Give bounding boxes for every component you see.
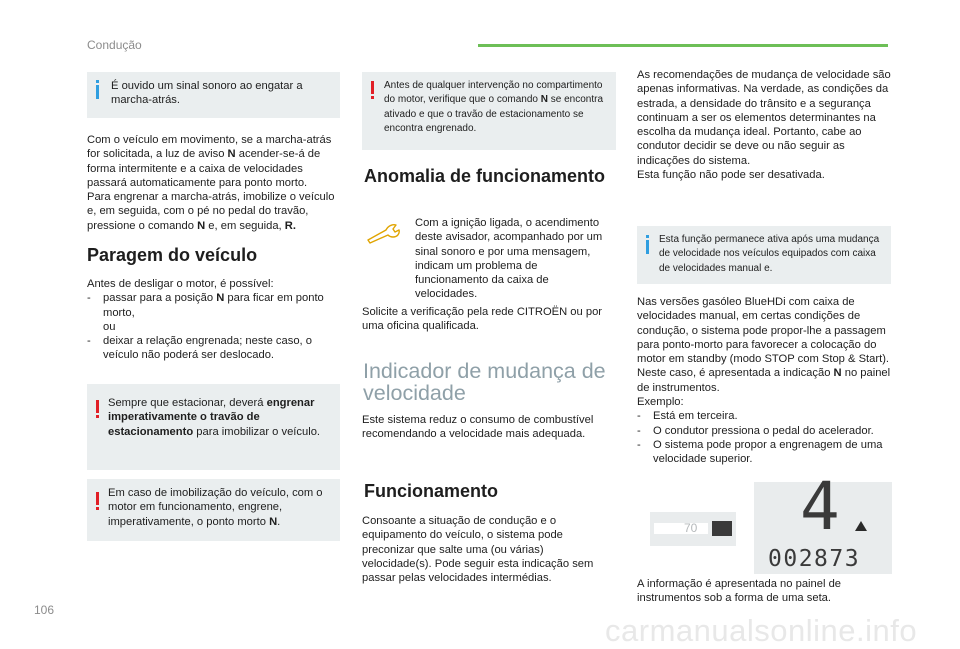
heading-parking: Paragem do veículo	[87, 245, 258, 265]
example-item-2: - O condutor pressiona o pedal do acelerador.	[637, 424, 874, 437]
bluehdi-text	[637, 295, 893, 395]
header-accent-bar	[478, 44, 888, 47]
warn-text: Antes de qualquer intervenção no compartimento do motor, verifique que o comando	[384, 80, 603, 106]
wrench-warning-icon	[366, 222, 410, 244]
display-caption: A informação é apresentada no painel de instrumentos sob a forma de uma seta.	[637, 578, 842, 605]
speed-bar	[654, 523, 708, 534]
para-bold: R.	[284, 219, 296, 232]
para-text: Esta função não pode ser desativada.	[637, 169, 825, 182]
speed-block	[712, 521, 732, 536]
warn-bold: N	[540, 94, 548, 106]
heading-malfunction: Anomalia de funcionamento	[364, 166, 606, 186]
parking-item-2: - deixar a relação engrenada; neste caso, o veículo não poderá ser deslocado.	[87, 335, 312, 362]
item-text: passar para a posição	[103, 292, 217, 305]
para-text: Nas versões gasóleo BlueHDi com caixa de velocidades manual, em certas condições de condução, o sistema pode propor-lhe a passagem para ponto-morto para favorecer a colocação do motor em standby (modo STOP com Stop & Start). Neste caso, é apresentada a indicação	[637, 296, 890, 380]
example-item-1: - Está em terceira.	[637, 410, 738, 423]
item-bold: N	[216, 292, 225, 305]
section-title: Condução	[87, 38, 142, 52]
para-text: acender-se-á de forma intermitente e a caixa de velocidades passará automaticamente para ponto morto.	[87, 148, 321, 189]
reverse-gear-paragraph	[87, 133, 343, 233]
gear-digit: 4	[800, 468, 840, 545]
speed-readout: 70	[684, 521, 698, 535]
para-bold: N	[227, 148, 236, 161]
warn-text: para imobilizar o veículo.	[193, 425, 321, 438]
heading-gear-indicator: Indicador de mudança de velocidade	[363, 359, 606, 405]
page-number: 106	[34, 603, 55, 617]
speed-panel	[650, 512, 736, 546]
para-bold: N	[833, 367, 842, 380]
warning-box-parking	[87, 384, 340, 470]
warning-box-engine	[362, 72, 616, 150]
info-note-box	[87, 72, 340, 118]
warn-text: se encontra ativado e que o travão de estacionamento se encontra engrenado.	[384, 94, 604, 135]
warn-bold: N	[269, 515, 278, 528]
info-note-box-manual	[637, 226, 891, 284]
warning-text	[108, 486, 334, 529]
para-text: no painel de instrumentos.	[637, 367, 891, 394]
instrument-display	[650, 468, 892, 574]
heading-operation: Funcionamento	[364, 481, 498, 501]
operation-text: Consoante a situação de condução e o equipamento do veículo, o sistema pode preconizar que salte uma (ou várias) velocidade(s). Pode seguir esta indicação sem passar pelas velocidades intermédias.	[362, 515, 594, 585]
warning-box-neutral	[87, 479, 340, 541]
parking-or: ou	[103, 320, 116, 333]
item-text: Está em terceira.	[653, 410, 738, 423]
warn-text: Em caso de imobilização do veículo, com o motor em funcionamento, engrene, imperativamente, o ponto morto	[108, 487, 323, 528]
example-label: Exemplo:	[637, 396, 684, 409]
gear-panel	[754, 468, 892, 574]
recommendations-paragraph	[637, 68, 893, 182]
info-note-text: Esta função permanece ativa após uma mudança de velocidade nos veículos equipados com caixa de velocidades manual e.	[659, 234, 880, 274]
warning-text	[384, 79, 610, 137]
para-text: Com o veículo em movimento, se a marcha-atrás for solicitada, a luz de aviso	[87, 134, 332, 161]
bluehdi-paragraph	[637, 295, 893, 467]
para-text: As recomendações de mudança de velocidade são apenas informativas. Na verdade, as condições da estrada, a densidade do trânsito e a segurança continuam a ser os elementos determinantes na escolha da mudança ideal. Portanto, cabe ao condutor decidir se deve ou não seguir as indicações do sistema.	[637, 69, 891, 167]
parking-list	[87, 277, 343, 363]
up-arrow-icon	[855, 521, 867, 531]
parking-item-1: - passar para a posição N para ficar em ponto morto,	[87, 292, 324, 319]
warning-text	[108, 396, 334, 439]
warn-text: .	[277, 515, 281, 528]
para-text: Para engrenar a marcha-atrás, imobilize o veículo e, em seguida, com o pé no pedal do travão, pressione o comando	[87, 191, 335, 232]
info-note-text: É ouvido um sinal sonoro ao engatar a marcha-atrás.	[111, 80, 303, 107]
para-text: e, em seguida,	[205, 219, 285, 232]
item-text: para ficar em ponto morto,	[103, 292, 324, 319]
item-text: deixar a relação engrenada; neste caso, o veículo não poderá ser deslocado.	[103, 335, 312, 362]
malfunction-advice: Solicite a verificação pela rede CITROËN ou por uma oficina qualificada.	[362, 306, 603, 333]
warn-bold: engrenar imperativamente o travão de estacionamento	[108, 397, 315, 438]
indicator-text: Este sistema reduz o consumo de combustível recomendando a velocidade mais adequada.	[362, 414, 594, 441]
parking-intro: Antes de desligar o motor, é possível:	[87, 278, 274, 290]
item-text: O condutor pressiona o pedal do acelerador.	[653, 424, 874, 437]
watermark: carmanualsonline.info	[605, 613, 918, 648]
item-text: O sistema pode propor a engrenagem de uma velocidade superior.	[653, 438, 883, 466]
odometer: 002873	[768, 546, 861, 572]
malfunction-text: Com a ignição ligada, o acendimento deste avisador, acompanhado por um sinal sonoro e por uma mensagem, indicam um problema de funcionamento da caixa de velocidades.	[415, 217, 603, 301]
warn-text: Sempre que estacionar, deverá	[108, 397, 267, 409]
para-bold: N	[197, 219, 206, 232]
example-item-3: - O sistema pode propor a engrenagem de uma velocidade superior.	[637, 438, 883, 466]
